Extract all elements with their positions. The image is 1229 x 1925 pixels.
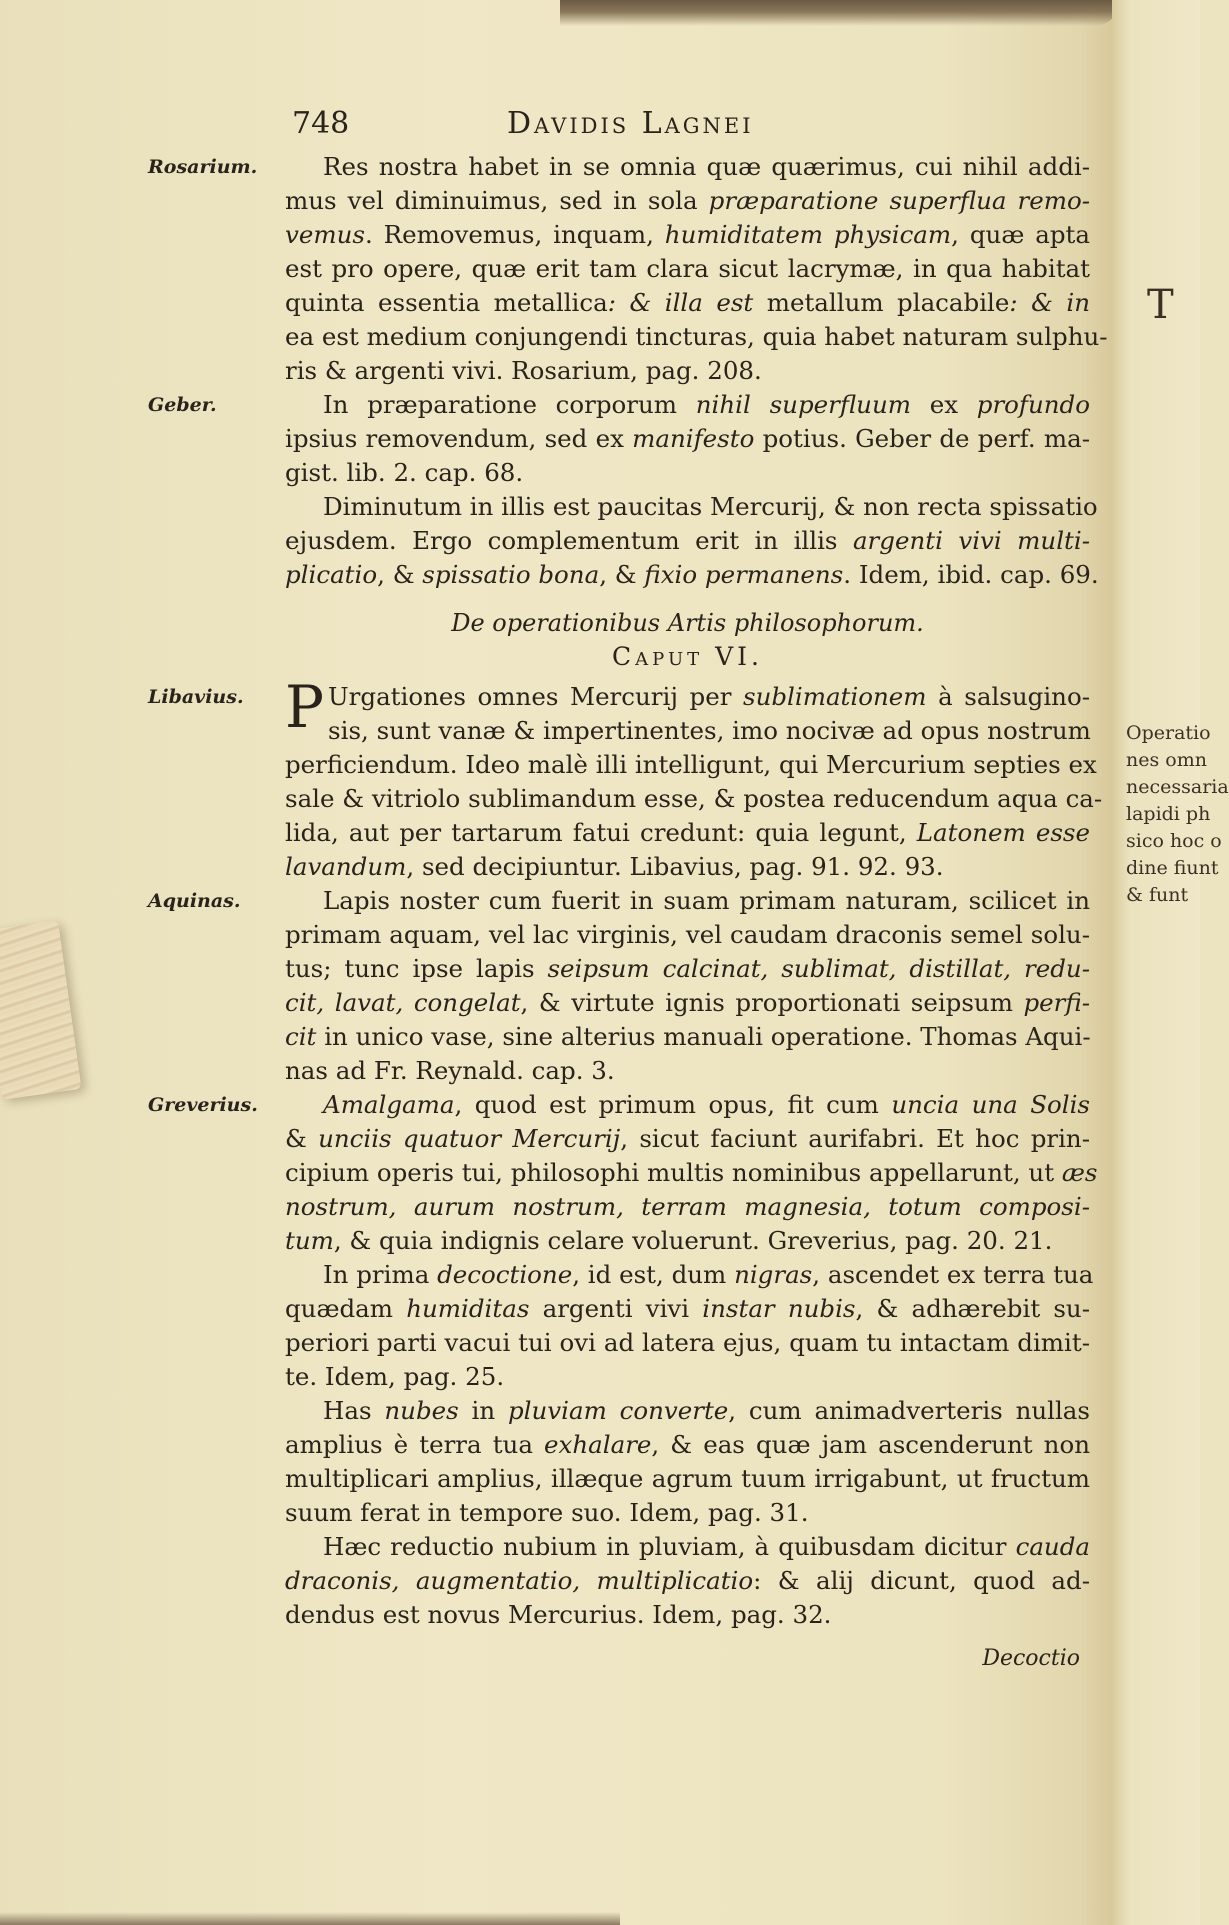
roman-text: ejusdem. Ergo complementum erit in illis [285, 526, 853, 555]
chapter-heading: Caput VI. [612, 642, 763, 671]
text-line [285, 1530, 1090, 1564]
facing-page-line: sico hoc o [1126, 830, 1222, 852]
roman-text: periori parti vacui tui ovi ad latera ejus, quam tu intactam dimit- [285, 1328, 1090, 1357]
text-line [285, 1054, 1090, 1088]
roman-text: Urgationes omnes Mercurij per [328, 682, 743, 711]
roman-text: , sicut faciunt aurifabri. Et hoc prin- [620, 1124, 1090, 1153]
text-line [285, 1088, 1090, 1122]
roman-text: & [285, 1124, 319, 1153]
roman-text: ris & argenti vivi. Rosarium, pag. 208. [285, 356, 762, 385]
italic-text: spissatio bona [422, 560, 600, 589]
italic-text: draconis, augmentatio, multiplicatio [285, 1566, 754, 1595]
paragraph [148, 388, 1091, 490]
roman-text: potius. Geber de perf. ma- [754, 424, 1091, 453]
roman-text: est pro opere, quæ erit tam clara sicut lacrymæ, in qua habitat [285, 254, 1090, 283]
italic-text: exhalare [544, 1430, 652, 1459]
text-line [285, 1496, 1090, 1530]
italic-text: argenti vivi multi- [852, 526, 1090, 555]
text-line [285, 1394, 1090, 1428]
facing-page-line: Operatio [1126, 722, 1211, 744]
roman-text: , & [599, 560, 645, 589]
facing-page-margin-text [1126, 720, 1229, 909]
roman-text: In prima [323, 1260, 438, 1289]
facing-page-line: & funt [1126, 884, 1189, 906]
paragraph [148, 1088, 1098, 1258]
italic-text: fixio permanens [644, 560, 844, 589]
roman-text: , id est, dum [572, 1260, 735, 1289]
paragraph [285, 490, 1099, 592]
italic-text: nihil superfluum [695, 390, 911, 419]
text-line [285, 1326, 1090, 1360]
roman-text: quædam [285, 1294, 407, 1323]
roman-text: mus vel diminuimus, sed in sola [285, 186, 709, 215]
roman-text: , quæ apta [951, 220, 1090, 249]
roman-text: , quod est primum opus, fit cum [454, 1090, 892, 1119]
pre-chapter-text [148, 150, 1108, 592]
facing-page-fragment [1112, 0, 1229, 1925]
roman-text: , & quia indignis celare voluerunt. Greverius, pag. 20. 21. [333, 1226, 1053, 1255]
roman-text: : & alij dicunt, quod ad- [753, 1566, 1090, 1595]
text-line [285, 714, 1090, 748]
italic-text: perfi- [1023, 988, 1090, 1017]
roman-text: sale & vitriolo sublimandum esse, & postea reducendum aqua ca- [285, 784, 1103, 813]
text-line [285, 184, 1090, 218]
roman-text: sis, sunt vanæ & impertinentes, imo nocivæ ad opus nostrum [328, 716, 1091, 745]
text-line [285, 884, 1090, 918]
roman-text: perficiendum. Ideo malè illi intelligunt, qui Mercurium septies ex [285, 750, 1097, 779]
italic-text: : & in [1009, 288, 1090, 317]
text-line [285, 218, 1090, 252]
roman-text: tus; tunc ipse lapis [285, 954, 548, 983]
roman-text: In præparatione corporum [323, 390, 696, 419]
text-line [285, 850, 1090, 884]
text-line [285, 782, 1103, 816]
paragraph [148, 673, 1103, 884]
text-line [285, 1020, 1090, 1054]
italic-text: unciis quatuor Mercurij [318, 1124, 621, 1153]
margin-note: Rosarium. [148, 156, 258, 178]
text-line [285, 748, 1097, 782]
text-line [285, 490, 1098, 524]
italic-text: humiditatem physicam [664, 220, 952, 249]
roman-text: amplius è terra tua [285, 1430, 545, 1459]
roman-text: Res nostra habet in se omnia quæ quærimus, cui nihil addi- [323, 152, 1090, 181]
roman-text: in [458, 1396, 508, 1425]
roman-text: . Idem, ibid. cap. 69. [843, 560, 1099, 589]
italic-text: instar nubis [702, 1294, 856, 1323]
margin-note: Greverius. [148, 1094, 258, 1116]
text-line [285, 1258, 1094, 1292]
roman-text: , & virtute ignis proportionati seipsum [520, 988, 1024, 1017]
roman-text: ex [910, 390, 977, 419]
italic-text: manifesto [632, 424, 755, 453]
roman-text: ipsius removendum, sed ex [285, 424, 633, 453]
text-line [285, 320, 1108, 354]
roman-text: Has [323, 1396, 385, 1425]
facing-page-line: lapidi ph [1126, 803, 1211, 825]
italic-text: vemus [285, 220, 365, 249]
roman-text: Lapis noster cum fuerit in suam primam naturam, scilicet in [323, 886, 1090, 915]
text-line [285, 816, 1090, 850]
text-line [285, 286, 1090, 320]
paragraph [148, 884, 1091, 1088]
text-line [285, 918, 1090, 952]
text-line [285, 1428, 1090, 1462]
italic-text: decoctione [437, 1260, 573, 1289]
drop-cap: P [285, 673, 325, 741]
roman-text: quinta essentia metallica [285, 288, 608, 317]
text-line [285, 1156, 1098, 1190]
italic-text: cauda [1015, 1532, 1090, 1561]
margin-note: Libavius. [148, 686, 244, 708]
roman-text: in unico vase, sine alterius manuali operatione. Thomas Aqui- [316, 1022, 1091, 1051]
text-line [285, 1292, 1090, 1326]
roman-text: , & adhærebit su- [855, 1294, 1090, 1323]
italic-text: humiditas [406, 1294, 530, 1323]
text-line [285, 1190, 1090, 1224]
italic-text: sublimationem [743, 682, 927, 711]
roman-text: , sed decipiuntur. Libavius, pag. 91. 92. 93. [406, 852, 944, 881]
roman-text: Diminutum in illis est paucitas Mercurij, & non recta spissatio [323, 492, 1098, 521]
catchword: Decoctio [982, 1646, 1080, 1671]
text-line [285, 524, 1090, 558]
text-line [285, 456, 1090, 490]
facing-page-line: dine fiunt [1126, 857, 1219, 879]
margin-note: Geber. [148, 394, 217, 416]
text-line [285, 1598, 1090, 1632]
text-line [285, 952, 1090, 986]
page-bottom-edge [0, 1912, 620, 1925]
margin-note: Aquinas. [148, 890, 241, 912]
roman-text: , cum animadverteris nullas [728, 1396, 1090, 1425]
italic-text: præparatione superflua remo- [708, 186, 1090, 215]
text-line [285, 1360, 1090, 1394]
main-text [148, 150, 1108, 1676]
roman-text: , & [377, 560, 423, 589]
paragraph [148, 150, 1108, 388]
text-line [285, 558, 1099, 592]
roman-text: nas ad Fr. Reynald. cap. 3. [285, 1056, 615, 1085]
text-line [285, 1462, 1090, 1496]
roman-text: gist. lib. 2. cap. 68. [285, 458, 524, 487]
italic-text: pluviam converte [508, 1396, 729, 1425]
roman-text: , & eas quæ jam ascenderunt non [651, 1430, 1090, 1459]
roman-text: à salsugino- [926, 682, 1090, 711]
italic-text: Latonem esse [916, 818, 1090, 847]
roman-text: . Removemus, inquam, [364, 220, 665, 249]
roman-text: Hæc reductio nubium in pluviam, à quibusdam dicitur [323, 1532, 1016, 1561]
text-line [285, 252, 1090, 286]
italic-text: cit, lavat, congelat [285, 988, 521, 1017]
roman-text: primam aquam, vel lac virginis, vel caudam draconis semel solu- [285, 920, 1090, 949]
roman-text: lida, aut per tartarum fatui credunt: quia legunt, [285, 818, 917, 847]
italic-text: nubes [384, 1396, 459, 1425]
roman-text: , ascendet ex terra tua [812, 1260, 1094, 1289]
roman-text: multiplicari amplius, illæque agrum tuum irrigabunt, ut fructum [285, 1464, 1090, 1493]
page-header [292, 106, 1082, 146]
italic-text: plicatio [285, 560, 378, 589]
paragraph [285, 1394, 1090, 1530]
italic-text: nigras [734, 1260, 813, 1289]
italic-text: cit [285, 1022, 317, 1051]
roman-text: te. Idem, pag. 25. [285, 1362, 505, 1391]
running-head: Davidis Lagnei [507, 106, 754, 141]
page-number: 748 [292, 106, 350, 141]
chapter-text [148, 673, 1103, 1632]
facing-page-line: necessaria [1126, 776, 1229, 798]
text-line [285, 1564, 1090, 1598]
facing-page-initial: T [1147, 282, 1174, 328]
italic-text: uncia una Solis [891, 1090, 1090, 1119]
italic-text: nostrum, aurum nostrum, terram magnesia, totum composi- [285, 1192, 1090, 1221]
italic-text: lavandum [285, 852, 407, 881]
text-line [285, 388, 1090, 422]
roman-text: ea est medium conjungendi tincturas, quia habet naturam sulphu- [285, 322, 1108, 351]
text-line [285, 680, 1090, 714]
italic-text: tum [285, 1226, 334, 1255]
paragraph [285, 1258, 1094, 1394]
text-line [285, 150, 1090, 184]
roman-text: suum ferat in tempore suo. Idem, pag. 31. [285, 1498, 809, 1527]
roman-text: cipium operis tui, philosophi multis nominibus appellarunt, ut [285, 1158, 1062, 1187]
italic-text: æs [1061, 1158, 1098, 1187]
italic-text: profundo [976, 390, 1090, 419]
text-line [285, 1122, 1090, 1156]
roman-text: dendus est novus Mercurius. Idem, pag. 32. [285, 1600, 832, 1629]
italic-text: : & illa est [607, 288, 767, 317]
text-line [285, 1224, 1090, 1258]
roman-text: argenti vivi [529, 1294, 703, 1323]
text-line [285, 422, 1090, 456]
roman-text: metallum placabile [766, 288, 1010, 317]
paragraph [285, 1530, 1090, 1632]
italic-text: seipsum calcinat, sublimat, distillat, redu- [547, 954, 1090, 983]
italic-text: Amalgama [323, 1090, 455, 1119]
text-line [285, 354, 1090, 388]
page-top-shadow [560, 0, 1120, 26]
section-subtitle: De operationibus Artis philosophorum. [451, 609, 924, 637]
text-line [285, 986, 1090, 1020]
facing-page-line: nes omn [1126, 749, 1207, 771]
